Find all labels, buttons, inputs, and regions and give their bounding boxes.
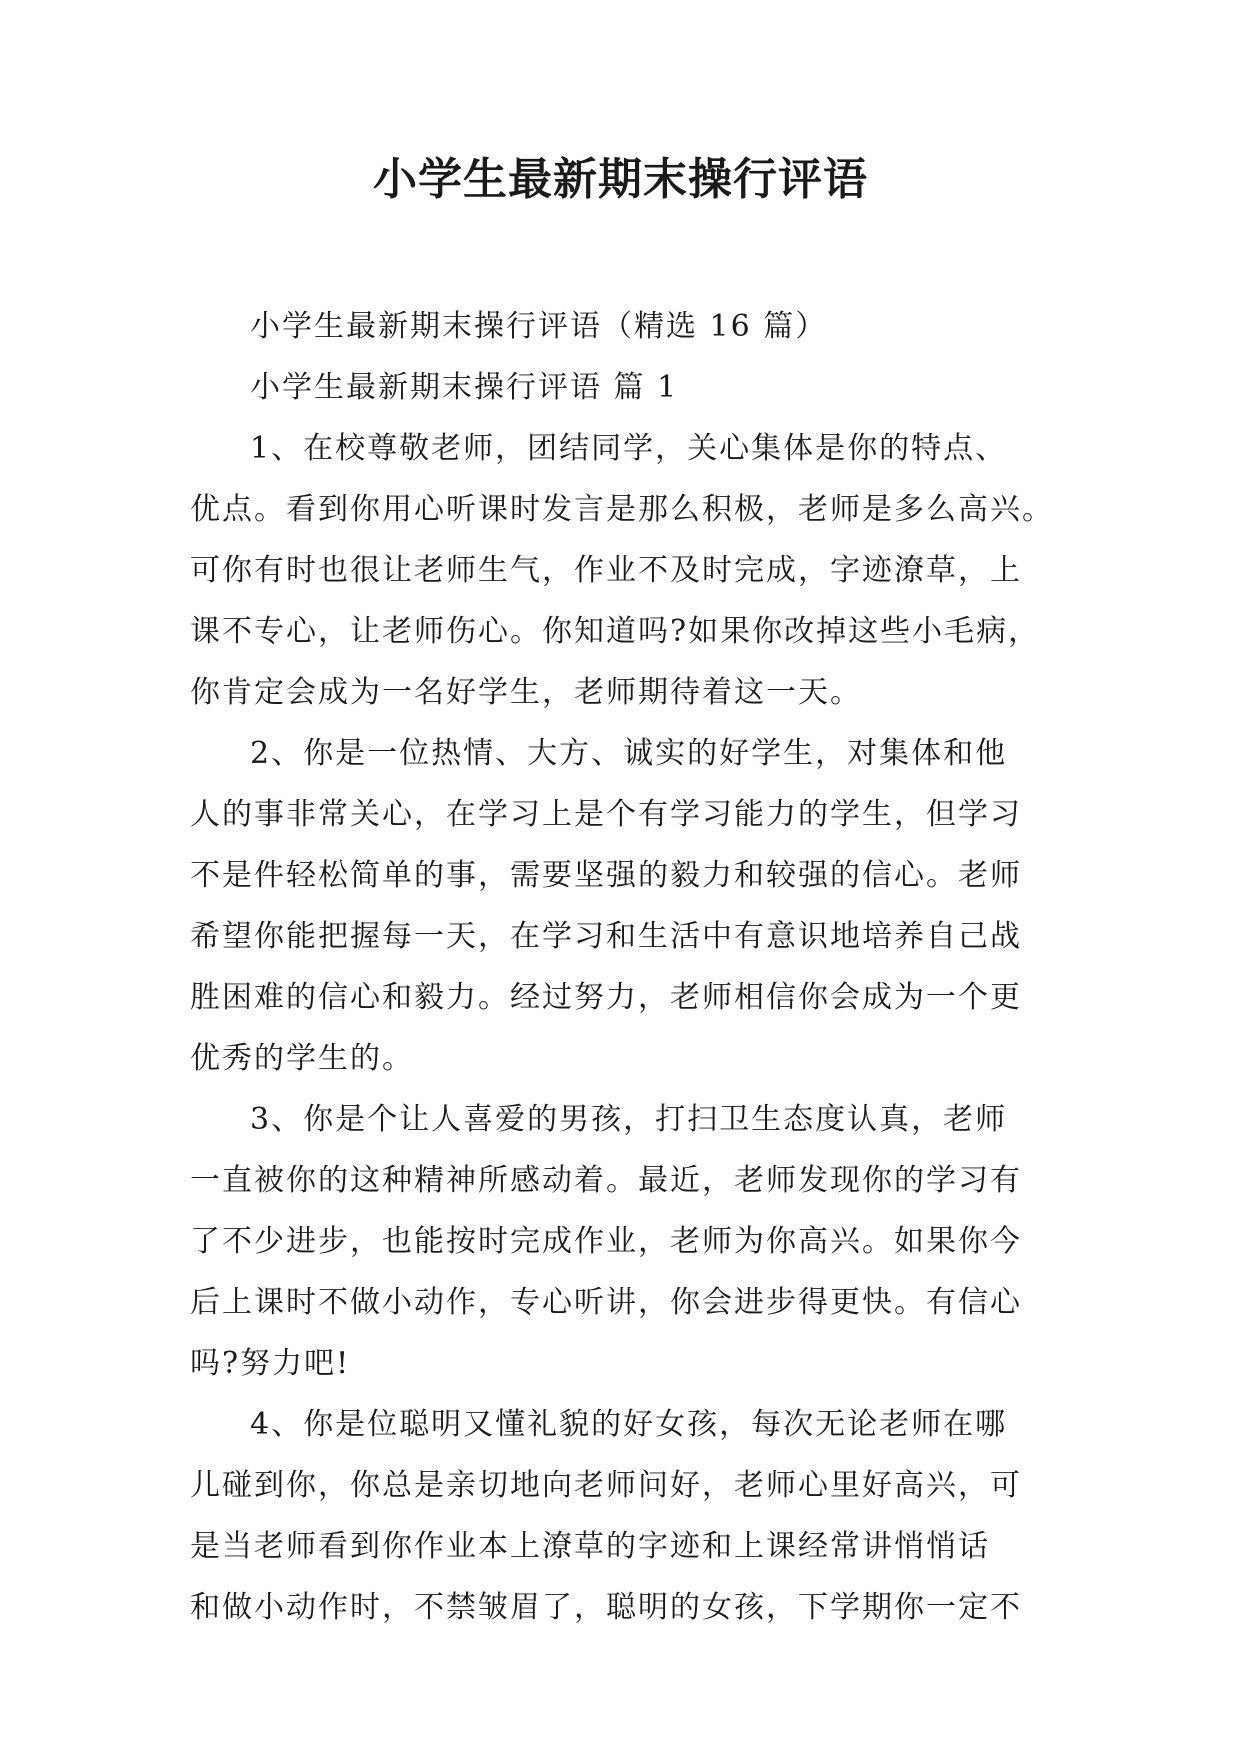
text-line: 优秀的学生的。: [190, 1041, 414, 1076]
text-line: 一直被你的这种精神所感动着。最近，老师发现你的学习有: [190, 1163, 1022, 1198]
text-line: 胜困难的信心和毅力。经过努力，老师相信你会成为一个更: [190, 980, 1022, 1015]
text-line: 了不少进步，也能按时完成作业，老师为你高兴。如果你今: [190, 1224, 1022, 1259]
text-line: 不是件轻松简单的事，需要坚强的毅力和较强的信心。老师: [190, 858, 1022, 893]
text-line: 小学生最新期末操行评语 篇 1: [250, 370, 679, 405]
text-line: 和做小动作时，不禁皱眉了，聪明的女孩，下学期你一定不: [190, 1590, 1022, 1625]
text-line: 你肯定会成为一名好学生，老师期待着这一天。: [190, 675, 862, 710]
text-line: 儿碰到你，你总是亲切地向老师问好，老师心里好高兴，可: [190, 1468, 1022, 1503]
text-line: 希望你能把握每一天，在学习和生活中有意识地培养自己战: [190, 919, 1022, 954]
text-line: 优点。看到你用心听课时发言是那么积极，老师是多么高兴。: [190, 492, 1054, 527]
text-line: 3、你是个让人喜爱的男孩，打扫卫生态度认真，老师: [250, 1102, 1008, 1137]
document-title: 小学生最新期末操行评语: [373, 154, 868, 205]
text-line: 是当老师看到你作业本上潦草的字迹和上课经常讲悄悄话: [190, 1529, 990, 1564]
text-line: 小学生最新期末操行评语（精选 16 篇）: [250, 309, 828, 344]
text-line: 4、你是位聪明又懂礼貌的好女孩，每次无论老师在哪: [250, 1407, 1008, 1442]
text-line: 人的事非常关心，在学习上是个有学习能力的学生，但学习: [190, 797, 1022, 832]
text-line: 2、你是一位热情、大方、诚实的好学生，对集体和他: [250, 736, 1008, 771]
text-line: 课不专心，让老师伤心。你知道吗?如果你改掉这些小毛病，: [190, 614, 1041, 649]
document-body: [190, 296, 1060, 1638]
text-line: 吗?努力吧!: [190, 1346, 351, 1381]
text-line: 后上课时不做小动作，专心听讲，你会进步得更快。有信心: [190, 1285, 1022, 1320]
text-line: 1、在校尊敬老师，团结同学，关心集体是你的特点、: [250, 431, 1008, 466]
text-line: 可你有时也很让老师生气，作业不及时完成，字迹潦草，上: [190, 553, 1022, 588]
